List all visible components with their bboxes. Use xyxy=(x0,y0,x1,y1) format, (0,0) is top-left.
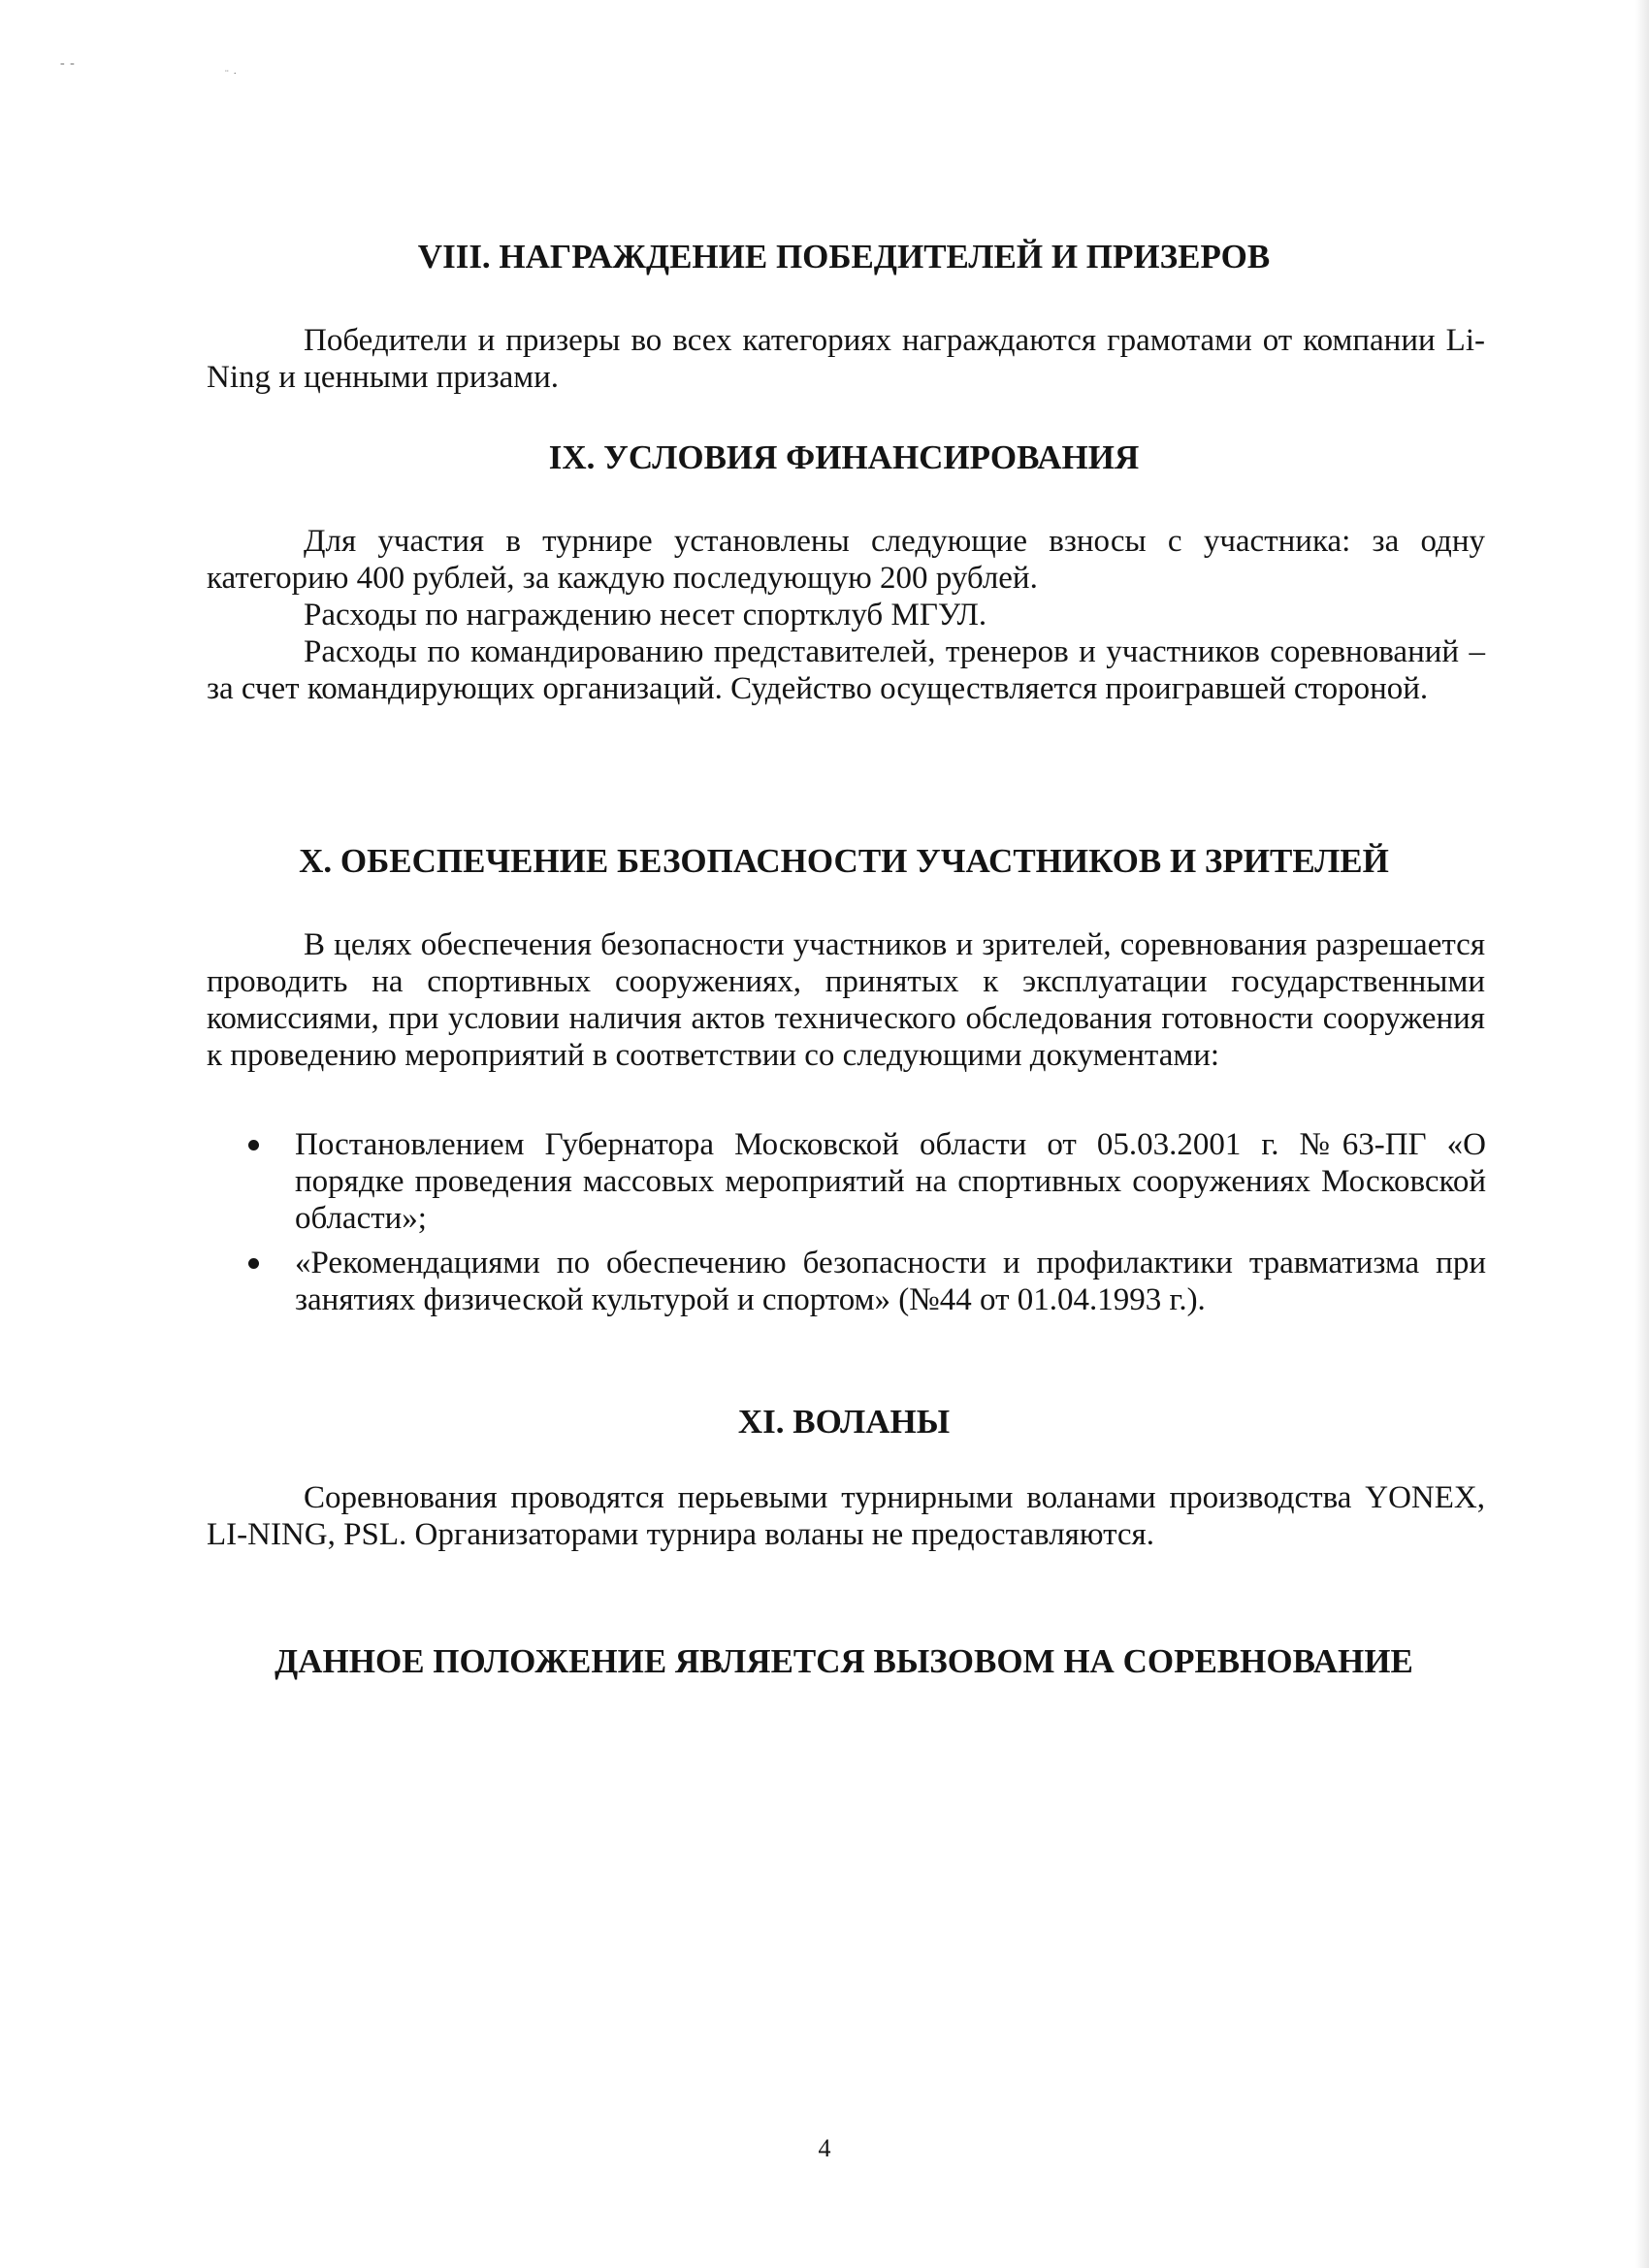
closing-title: ДАННОЕ ПОЛОЖЕНИЕ ЯВЛЯЕТСЯ ВЫЗОВОМ НА СОРЕВНОВАНИЕ xyxy=(275,1642,1413,1680)
section-xi-title: XI. ВОЛАНЫ xyxy=(737,1403,951,1441)
bullet-dot-icon xyxy=(248,1140,259,1150)
scan-edge-shadow xyxy=(1635,0,1649,2268)
section-x-title: X. ОБЕСПЕЧЕНИЕ БЕЗОПАСНОСТИ УЧАСТНИКОВ И ЗРИТЕЛЕЙ xyxy=(299,842,1389,880)
section-ix-title: IX. УСЛОВИЯ ФИНАНСИРОВАНИЯ xyxy=(548,438,1140,476)
scan-artifact-icon: ¨ · xyxy=(225,68,239,80)
bullet-text: Постановлением Губернатора Московской области от 05.03.2001 г. №63-ПГ «О порядке проведения массовых мероприятий на спортивных сооружениях Московской области»; xyxy=(295,1127,1486,1236)
section-x-paragraph: В целях обеспечения безопасности участников и зрителей, соревнования разрешается проводить на спортивных сооружениях, принятых к эксплуатации государственными комиссиями, при условии наличия актов технического обследования готовности сооружения к проведению мероприятий в соответствии со следующими документами: xyxy=(207,927,1485,1073)
section-x-bullet-list xyxy=(242,1126,1486,1326)
bullet-dot-icon xyxy=(248,1258,259,1269)
scan-artifact-icon: - - xyxy=(60,56,76,71)
list-item xyxy=(242,1245,1486,1318)
section-ix-paragraph-awards: Расходы по награждению несет спортклуб МГУЛ. xyxy=(304,598,987,632)
section-ix-paragraph-travel: Расходы по командированию представителей, тренеров и участников соревнований – за счет командирующих организаций. Судейство осуществляется проигравшей стороной. xyxy=(207,634,1485,706)
list-item xyxy=(242,1126,1486,1237)
section-viii-title: VIII. НАГРАЖДЕНИЕ ПОБЕДИТЕЛЕЙ И ПРИЗЕРОВ xyxy=(417,238,1271,275)
section-ix-paragraph-fees: Для участия в турнире установлены следующие взносы с участника: за одну категорию 400 рублей, за каждую последующую 200 рублей. xyxy=(207,524,1485,596)
section-viii-paragraph: Победители и призеры во всех категориях награждаются грамотами от компании Li-Ning и ценными призами. xyxy=(207,323,1485,395)
section-xi-paragraph: Соревнования проводятся перьевыми турнирными воланами производства YONEX, LI-NING, PSL. Организаторами турнира воланы не предоставляются. xyxy=(207,1480,1485,1552)
page-number: 4 xyxy=(818,2134,831,2162)
bullet-text: «Рекомендациями по обеспечению безопасности и профилактики травматизма при занятиях физической культурой и спортом» (№44 от 01.04.1993 г.). xyxy=(295,1246,1486,1317)
